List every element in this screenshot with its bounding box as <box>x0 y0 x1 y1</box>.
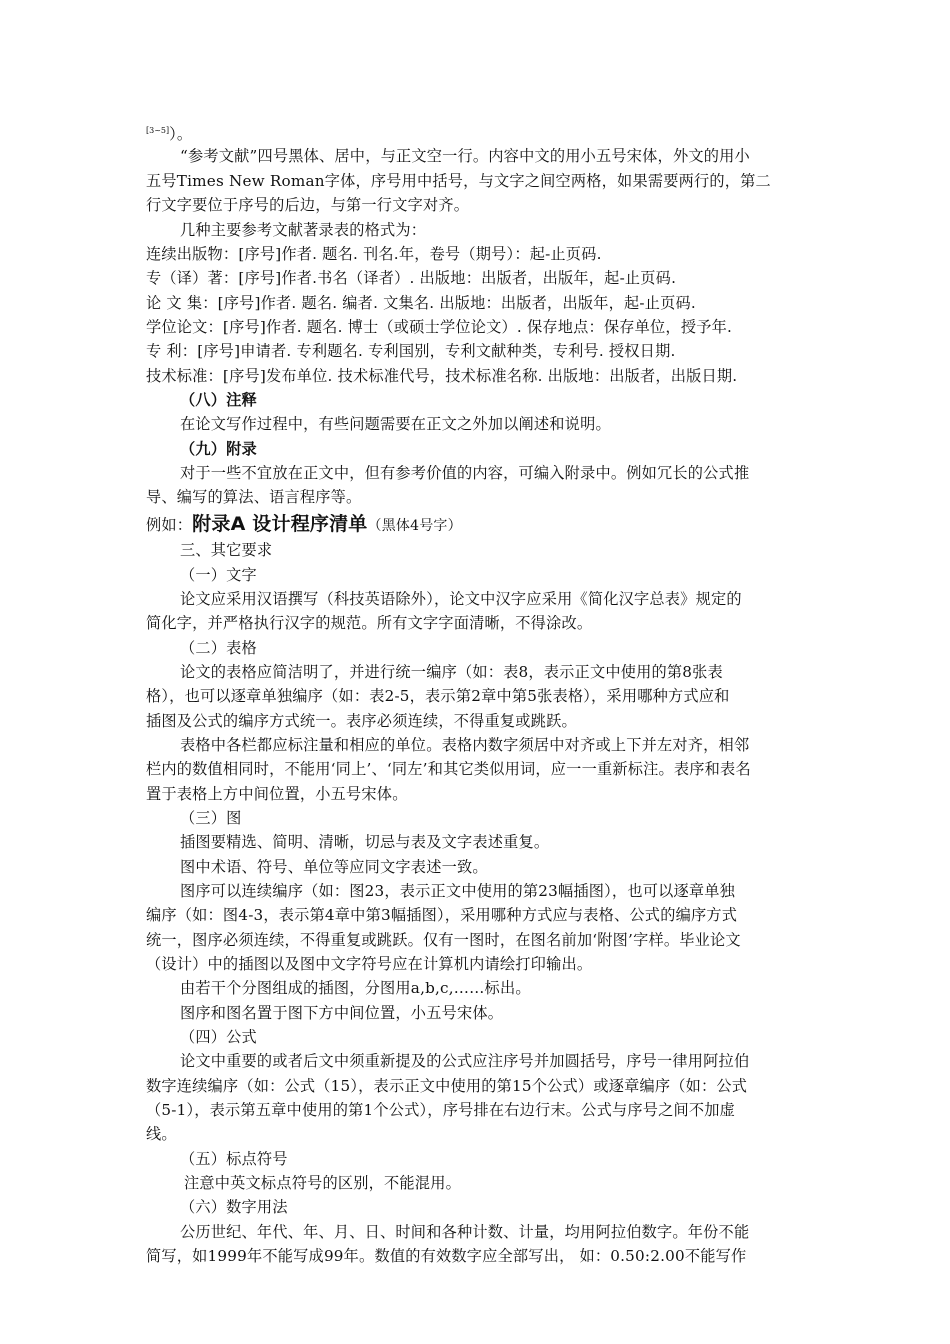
reference-format-line: 连续出版物：[序号]作者. 题名. 刊名.年，卷号（期号）：起-止页码. <box>146 245 602 263</box>
paragraph-line: 线。 <box>146 1125 177 1143</box>
paragraph-line: （设计）中的插图以及图中文字符号应在计算机内请绘打印输出。 <box>146 955 593 973</box>
paragraph-line: 行文字要位于序号的后边，与第一行文字对齐。 <box>146 196 470 214</box>
reference-format-line: 专（译）著：[序号]作者.书名（译者）. 出版地：出版者，出版年，起-止页码. <box>146 269 677 287</box>
subsection-heading: （三）图 <box>180 809 242 827</box>
section-heading: 三、其它要求 <box>180 541 273 559</box>
paragraph-line: 统一，图序必须连续，不得重复或跳跃。仅有一图时，在图名前加‘附图’字样。毕业论文 <box>146 931 741 949</box>
paragraph-line: 图序可以连续编序（如：图23，表示正文中使用的第23幅插图），也可以逐章单独 <box>180 882 736 900</box>
paragraph-line: 格），也可以逐章单独编序（如：表2-5，表示第2章中第5张表格），采用哪种方式应和 <box>146 687 730 705</box>
paragraph-line: “参考文献”四号黑体、居中，与正文空一行。内容中文的用小五号宋体，外文的用小 <box>180 147 750 165</box>
paragraph-line: 置于表格上方中间位置，小五号宋体。 <box>146 785 408 803</box>
appendix-example-title: 附录A 设计程序清单 <box>192 513 368 535</box>
paragraph-line: 对于一些不宜放在正文中，但有参考价值的内容，可编入附录中。例如冗长的公式推 <box>180 464 750 482</box>
reference-format-line: 技术标准：[序号]发布单位. 技术标准代号，技术标准名称. 出版地：出版者，出版日期. <box>146 367 738 385</box>
paragraph-line: 导、编写的算法、语言程序等。 <box>146 488 362 506</box>
section-heading: （八）注释 <box>180 391 257 409</box>
paragraph-line: 几种主要参考文献著录表的格式为： <box>180 221 427 239</box>
paragraph-line: 在论文写作过程中，有些问题需要在正文之外加以阐述和说明。 <box>180 415 611 433</box>
appendix-example-line: 例如：附录A 设计程序清单（黑体4号字） <box>146 513 462 535</box>
paragraph-line: 数字连续编序（如：公式（15），表示正文中使用的第15个公式）或逐章编序（如：公式 <box>146 1077 748 1095</box>
paragraph-line: 栏内的数值相同时，不能用‘同上’、‘同左’和其它类似用词，应一一重新标注。表序和表名 <box>146 760 751 778</box>
citation-superscript: [3~5] <box>146 126 170 135</box>
reference-format-line: 论 文 集：[序号]作者. 题名. 编者. 文集名. 出版地：出版者，出版年，起-止页码. <box>146 294 696 312</box>
paragraph-line: 表格中各栏都应标注量和相应的单位。表格内数字须居中对齐或上下并左对齐，相邻 <box>180 736 750 754</box>
reference-format-line: 专 利：[序号]申请者. 专利题名. 专利国别，专利文献种类，专利号. 授权日期. <box>146 342 676 360</box>
citation-line: [3~5]）。 <box>146 125 193 143</box>
paragraph-line: 编序（如：图4-3，表示第4章中第3幅插图），采用哪种方式应与表格、公式的编序方式 <box>146 906 738 924</box>
subsection-heading: （一）文字 <box>180 566 257 584</box>
paragraph-line: 五号Times New Roman字体，序号用中括号，与文字之间空两格，如果需要两行的，第二 <box>146 172 771 190</box>
paragraph-line: 注意中英文标点符号的区别，不能混用。 <box>184 1174 461 1192</box>
paragraph-line: 论文的表格应简洁明了，并进行统一编序（如：表8，表示正文中使用的第8张表 <box>180 663 723 681</box>
paragraph-line: 图中术语、符号、单位等应同文字表述一致。 <box>180 858 488 876</box>
paragraph-line: 简化字，并严格执行汉字的规范。所有文字字面清晰，不得涂改。 <box>146 614 593 632</box>
paragraph-line: （5-1），表示第五章中使用的第1个公式），序号排在右边行末。公式与序号之间不加虚 <box>146 1101 736 1119</box>
subsection-heading: （四）公式 <box>180 1028 257 1046</box>
subsection-heading: （六）数字用法 <box>180 1198 288 1216</box>
section-heading: （九）附录 <box>180 440 257 458</box>
subsection-heading: （二）表格 <box>180 639 257 657</box>
paragraph-line: 论文应采用汉语撰写（科技英语除外），论文中汉字应采用《简化汉字总表》规定的 <box>180 590 742 608</box>
paragraph-line: 插图要精选、简明、清晰，切忌与表及文字表述重复。 <box>180 833 550 851</box>
paragraph-line: 图序和图名置于图下方中间位置，小五号宋体。 <box>180 1004 504 1022</box>
paragraph-line: 论文中重要的或者后文中须重新提及的公式应注序号并加圆括号，序号一律用阿拉伯 <box>180 1052 750 1070</box>
paragraph-line: 简写，如1999年不能写成99年。数值的有效数字应全部写出， 如：0.50:2.00不能写作 <box>146 1247 747 1265</box>
paragraph-line: 公历世纪、年代、年、月、日、时间和各种计数、计量，均用阿拉伯数字。年份不能 <box>180 1223 750 1241</box>
paragraph-line: 由若干个分图组成的插图，分图用a,b,c,……标出。 <box>180 979 531 997</box>
paragraph-line: 插图及公式的编序方式统一。表序必须连续，不得重复或跳跃。 <box>146 712 577 730</box>
reference-format-line: 学位论文：[序号]作者. 题名. 博士（或硕士学位论文）. 保存地点：保存单位，授予年. <box>146 318 733 336</box>
subsection-heading: （五）标点符号 <box>180 1150 288 1168</box>
